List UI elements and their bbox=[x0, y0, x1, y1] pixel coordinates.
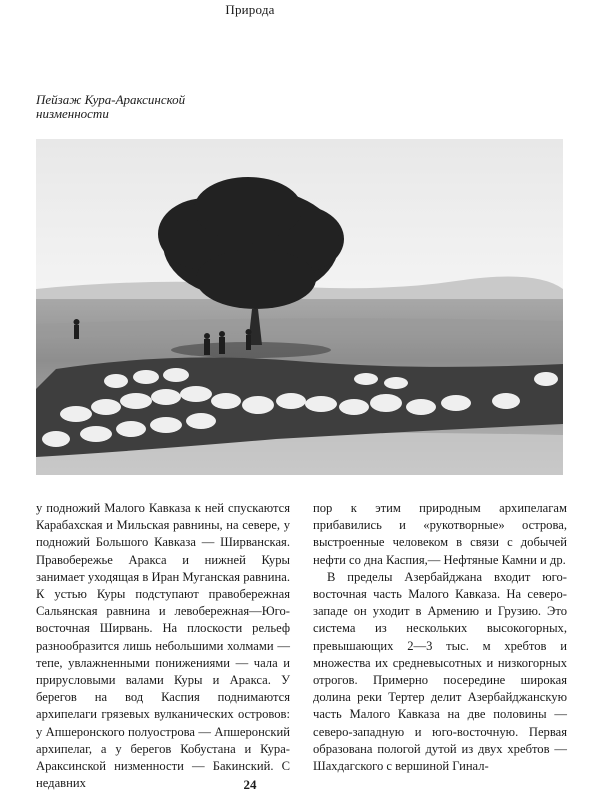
landscape-photo bbox=[36, 139, 563, 475]
running-head: Природа bbox=[225, 2, 275, 17]
body-paragraph: у подножий Малого Кавказа к ней спускаются Карабахская и Мильская равнины, на севере, у подножий Большого Кавказа — Ширванская. Правобережье Аракса и нижней Куры занимает уходящая в Иран Муганская равнина. К устью Куры подступают правобережная Сальянская равнина и левобережная—Юго-восточная Ширвань. На плоскости рельеф разнообразится лишь небольшими холмами — тепе, увлажненными понижениями — чала и прирусловыми валами Куры и Аракса. У берегов на вод Каспия поднимаются архипелаги грязевых вулканических островов: у Апшеронского полуострова — Апшеронский архипелаг, а у берегов Кобустана и Кура-Араксинской низменности — Бакинский. С недавних bbox=[36, 501, 290, 791]
caption-line-1: Пейзаж Кура-Араксинской bbox=[36, 92, 186, 107]
text-column-left bbox=[36, 500, 290, 792]
caption-line-2: низменности bbox=[36, 106, 109, 121]
body-paragraph: В пределы Азербайджана входит юго-восточная часть Малого Кавказа. На северо-западе он уходит в Армению и Грузию. Это система из нескольких высокогорных, превышающих 2—3 тыс. м хребтов и множества их средневысотных и низкогорных отрогов. Примерно посередине широкая долина реки Тертер делит Азербайджанскую часть Малого Кавказа на две половины — северо-западную и юго-восточную. Первая образована пологой дутой из двух хребтов — Шахдагского с вершиной Гинал- bbox=[313, 569, 567, 774]
body-paragraph: пор к этим природным архипелагам прибавились и «рукотворные» острова, выстроенные человеком в связи с добычей нефти со дна Каспия,— Нефтяные Камни и др. bbox=[313, 501, 567, 567]
text-column-right bbox=[313, 500, 567, 775]
figure-caption bbox=[36, 93, 256, 121]
page-number: 24 bbox=[243, 777, 257, 792]
